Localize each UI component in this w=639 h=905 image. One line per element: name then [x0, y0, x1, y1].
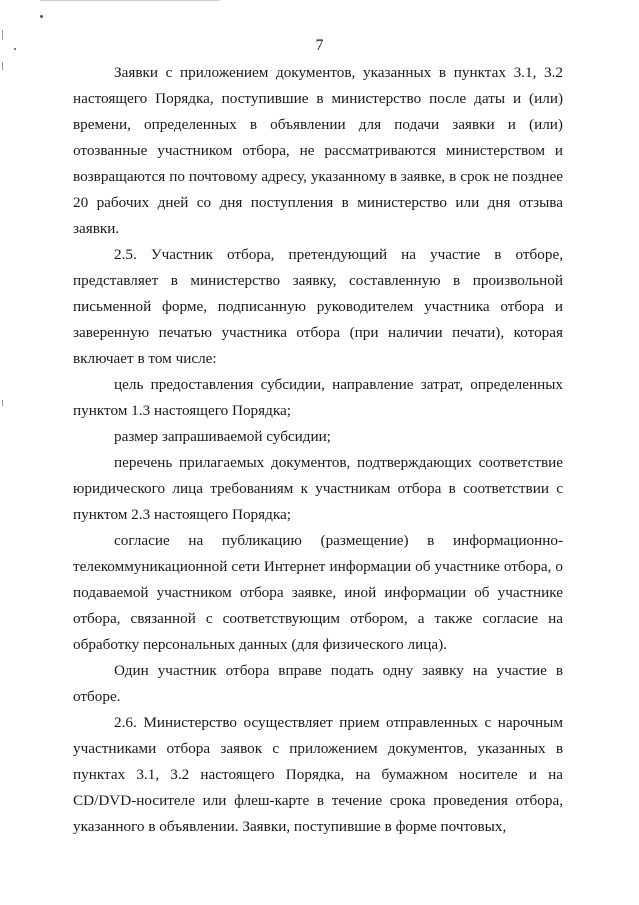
- paragraph: размер запрашиваемой субсидии;: [114, 428, 331, 445]
- paragraph: цель предоставления субсидии, направление затрат, определенных пунктом 1.3 настоящего Порядка;: [73, 376, 563, 419]
- scan-left-edge: [2, 62, 3, 70]
- scan-speck: [40, 15, 43, 18]
- paragraph: 2.6. Министерство осуществляет прием отправленных с нарочным участниками отбора заявок с приложением документов, указанных в пунктах 3.1, 3.2 настоящего Порядка, на бумажном носителе и на CD/DVD-носителе или флеш-карте в течение срока проведения отбора, указанного в объявлении. Заявки, поступившие в форме почтовых,: [73, 714, 563, 835]
- paragraph: перечень прилагаемых документов, подтверждающих соответствие юридического лица требованиям к участникам отбора в соответствии с пунктом 2.3 настоящего Порядка;: [73, 454, 563, 523]
- paragraph: 2.5. Участник отбора, претендующий на участие в отборе, представляет в министерство заявку, составленную в произвольной письменной форме, подписанную руководителем участника отбора и заверенную печатью участника отбора (при наличии печати), которая включает в том числе:: [73, 246, 563, 367]
- scan-left-edge: [2, 400, 3, 406]
- page-number: 7: [315, 37, 324, 54]
- paragraph: Один участник отбора вправе подать одну заявку на участие в отборе.: [73, 662, 563, 705]
- scan-top-edge: [40, 0, 220, 1]
- paragraph: Заявки с приложением документов, указанных в пунктах 3.1, 3.2 настоящего Порядка, поступившие в министерство после даты и (или) времени, определенных в объявлении для подачи заявки и (или) отозванные участником отбора, не рассматриваются министерством и возвращаются по почтовому адресу, указанному в заявке, в срок не позднее 20 рабочих дней со дня поступления в министерство или дня отзыва заявки.: [73, 64, 563, 237]
- document-body: [73, 60, 563, 840]
- paragraph: согласие на публикацию (размещение) в информационно-телекоммуникационной сети Интернет информации об участнике отбора, о подаваемой участником отбора заявке, иной информации об участнике отбора, связанной с соответствующим отбором, а также согласие на обработку персональных данных (для физического лица).: [73, 532, 563, 653]
